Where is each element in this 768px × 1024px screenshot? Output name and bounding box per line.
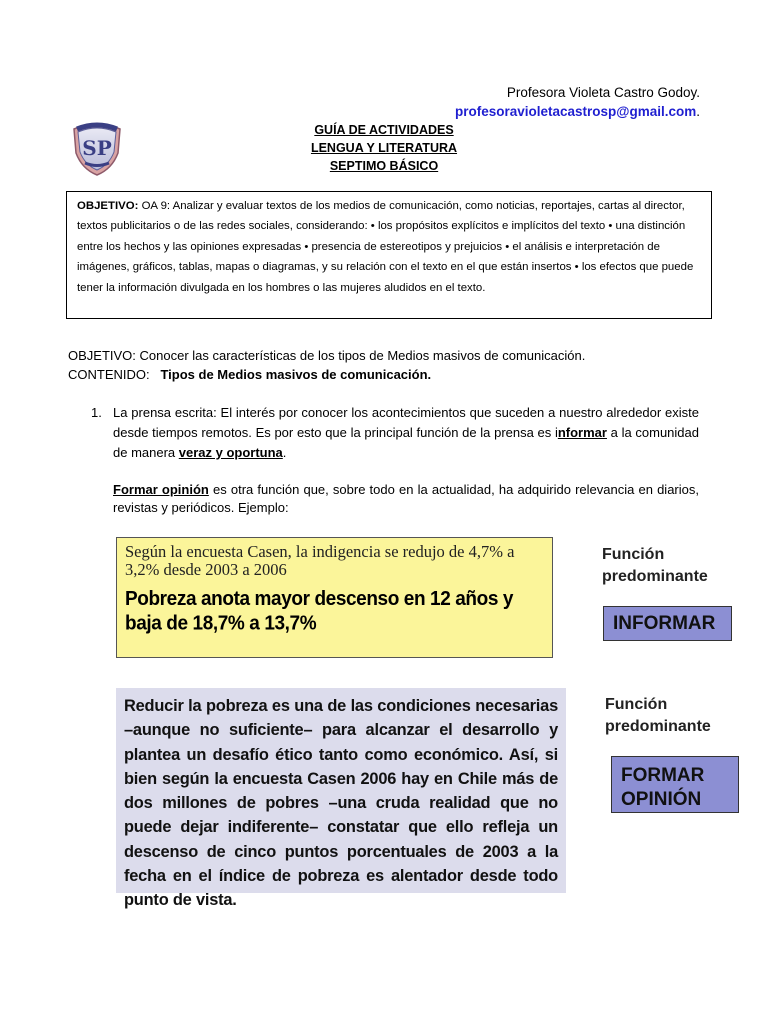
contenido-text: Tipos de Medios masivos de comunicación. <box>160 367 432 382</box>
example-news-subhead: Según la encuesta Casen, la indigencia se redujo de 4,7% a 3,2% desde 2003 a 2006 <box>125 542 515 579</box>
guide-titles <box>250 121 518 175</box>
item1-veraz: veraz y oportuna <box>178 445 283 460</box>
formar-opinion-text: es otra función que, sobre todo en la actualidad, ha adquirido relevancia en diarios, revistas y periódicos. Ejemplo: <box>113 482 699 515</box>
objective-box-label: OBJETIVO: <box>77 200 139 212</box>
function-label-2-line2: predominante <box>605 718 711 735</box>
formar-badge-line2: OPINIÓN <box>621 789 702 810</box>
example-opinion-card: Reducir la pobreza es una de las condiciones necesarias –aunque no suficiente– para alcanzar el desarrollo y plantea un desafío ético tanto como económico. Así, si bien según la encuesta Casen 2006 hay en Chile más de dos millones de pobres –una cruda realidad que no puede dejar indiferente– constatar que ello refleja un descenso de cinco puntos porcentuales de 2003 a la fecha en el índice de pobreza es alentador desde todo punto de vista. <box>116 688 566 893</box>
objective-box-text: OA 9: Analizar y evaluar textos de los medios de comunicación, como noticias, reportajes, cartas al director, textos publicitarios o de las redes sociales, considerando: • los propósitos explícitos e implícitos del texto • una distinción entre los hechos y las opiniones expresadas • presencia de estereotipos y prejuicios • el análisis e interpretación de imágenes, gráficos, tablas, mapas o diagramas, y su relación con el texto en el que están insertos • los efectos que puede tener la información divulgada en los hombres o las mujeres aludidos en el texto. <box>77 200 694 294</box>
formar-opinion-paragraph <box>113 481 699 517</box>
title-line-2: LENGUA Y LITERATURA <box>310 141 458 155</box>
objective-box <box>66 191 712 319</box>
author-block <box>455 83 700 121</box>
title-line-3: SEPTIMO BÁSICO <box>329 159 439 173</box>
contenido-line <box>68 366 431 384</box>
item1-part1: La prensa escrita: El interés por conocer los acontecimientos que suceden a nuestro alrededor existe desde tiempos remotos. Es por esto que la principal función de la prensa es i <box>113 405 699 440</box>
logo-text: SP <box>82 136 112 160</box>
item1-part3: . <box>282 445 287 460</box>
formar-opinion-badge <box>611 756 739 813</box>
author-name: Profesora Violeta Castro Godoy. <box>506 85 700 100</box>
author-email[interactable]: profesoravioletacastrosp@gmail.com <box>454 104 697 119</box>
function-label-2 <box>605 694 711 738</box>
example-news-card <box>116 537 553 658</box>
item1-part2: a la comunidad de manera <box>113 425 699 460</box>
formar-opinion-term: Formar opinión <box>113 482 209 497</box>
author-email-suffix: . <box>696 104 700 119</box>
example-news-headline: Pobreza anota mayor descenso en 12 años y baja de 18,7% a 13,7% <box>125 588 514 635</box>
function-label-1 <box>602 544 708 588</box>
function-label-1-line2: predominante <box>602 568 708 585</box>
contenido-label: CONTENIDO: <box>68 367 150 382</box>
informar-badge: INFORMAR <box>603 606 732 641</box>
title-line-1: GUÍA DE ACTIVIDADES <box>314 123 454 137</box>
objetivo-line: OBJETIVO: Conocer las características de los tipos de Medios masivos de comunicación. <box>68 348 586 363</box>
school-crest-logo <box>68 119 126 177</box>
function-label-1-line1: Función <box>602 546 665 563</box>
list-item-1 <box>91 403 699 463</box>
list-item-text <box>113 403 699 463</box>
item1-informar: nformar <box>557 425 607 440</box>
function-label-2-line1: Función <box>605 696 668 713</box>
formar-badge-line1: FORMAR <box>621 765 705 786</box>
list-item-number: 1. <box>91 405 102 420</box>
